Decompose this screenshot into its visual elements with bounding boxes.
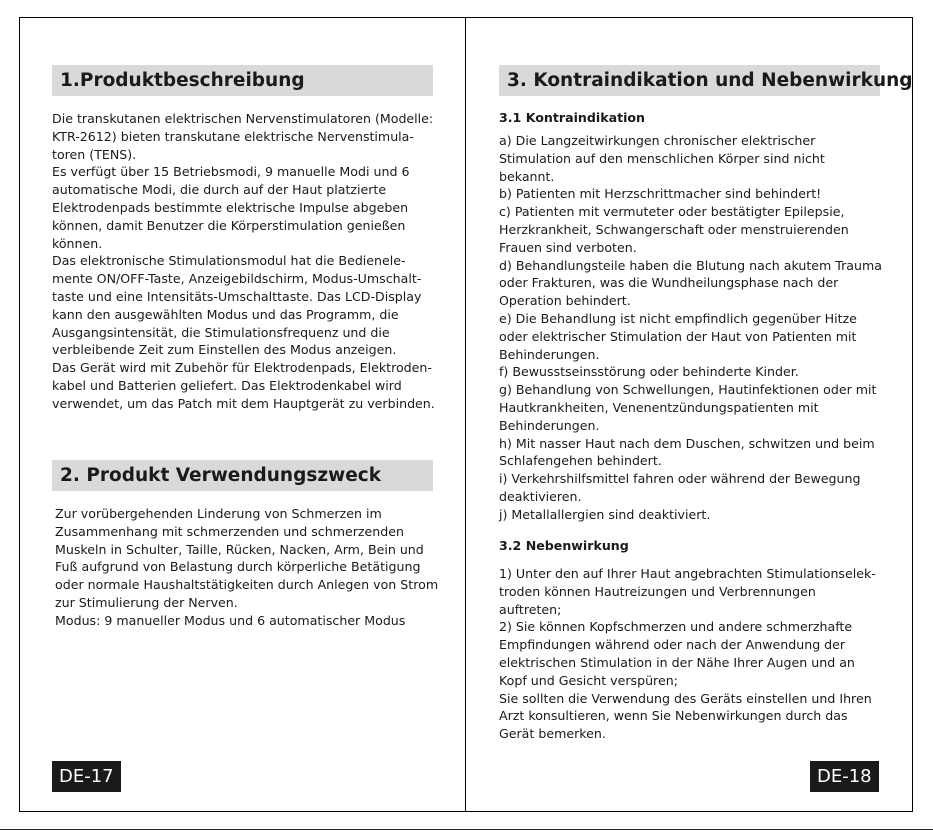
body-line: verwendet, um das Patch mit dem Hauptgerät zu verbinden. xyxy=(52,395,435,411)
body-line: f) Bewusstseinsstörung oder behinderte Kinder. xyxy=(499,364,799,380)
body-line: Behinderungen. xyxy=(499,346,600,362)
body-line: a) Die Langzeitwirkungen chronischer elektrischer xyxy=(499,133,816,148)
body-line: bekannt. xyxy=(499,168,555,184)
body-line: Zur vorübergehenden Linderung von Schmerzen im xyxy=(55,506,382,521)
body-line: Herzkrankheit, Schwangerschaft oder menstruierenden xyxy=(499,221,849,237)
body-line: 1) Unter den auf Ihrer Haut angebrachten Stimulationselek- xyxy=(499,566,876,581)
subsection-3-1-body xyxy=(499,132,882,524)
body-line: Zusammenhang mit schmerzenden und schmerzenden xyxy=(55,523,404,539)
body-line: Die transkutanen elektrischen Nervenstimulatoren (Modelle: xyxy=(52,111,434,126)
body-line: taste und eine Intensitäts-Umschalttaste. Das LCD-Display xyxy=(52,288,422,304)
subsection-3-2-body xyxy=(499,565,876,743)
body-line: Sie sollten die Verwendung des Geräts einstellen und Ihren xyxy=(499,690,872,706)
body-line: c) Patienten mit vermuteter oder bestätigter Epilepsie, xyxy=(499,204,845,220)
body-line: kann den ausgewählten Modus und das Programm, die xyxy=(52,306,399,322)
bottom-rule xyxy=(0,829,933,830)
body-line: b) Patienten mit Herzschrittmacher sind behindert! xyxy=(499,186,822,202)
body-line: auftreten; xyxy=(499,601,562,617)
page-number-right: DE-18 xyxy=(810,761,879,792)
body-line: verbleibende Zeit zum Einstellen des Modus anzeigen. xyxy=(52,342,397,358)
section2-heading: 2. Produkt Verwendungszweck xyxy=(52,460,433,491)
body-line: KTR-2612) bieten transkutane elektrische Nervenstimula- xyxy=(52,128,414,144)
body-line: d) Behandlungsteile haben die Blutung nach akutem Trauma xyxy=(499,257,882,273)
body-line: oder elektrischer Stimulation der Haut von Patienten mit xyxy=(499,328,857,344)
body-line: 2) Sie können Kopfschmerzen und andere schmerzhafte xyxy=(499,619,853,635)
body-line: i) Verkehrshilfsmittel fahren oder während der Bewegung xyxy=(499,471,861,487)
subsection-3-1-title: 3.1 Kontraindikation xyxy=(499,110,646,125)
body-line: Modus: 9 manueller Modus und 6 automatischer Modus xyxy=(55,612,406,628)
body-line: Ausgangsintensität, die Stimulationsfrequenz und die xyxy=(52,324,390,340)
body-line: oder normale Haushaltstätigkeiten durch Anlegen von Strom xyxy=(55,577,439,593)
body-line: h) Mit nasser Haut nach dem Duschen, schwitzen und beim xyxy=(499,435,875,451)
body-line: können. xyxy=(52,235,103,251)
body-line: Es verfügt über 15 Betriebsmodi, 9 manuelle Modi und 6 xyxy=(52,164,410,180)
body-line: oder Frakturen, was die Wundheilungsphase nach der xyxy=(499,275,839,291)
body-line: Muskeln in Schulter, Taille, Rücken, Nacken, Arm, Bein und xyxy=(55,541,424,557)
body-line: Stimulation auf den menschlichen Körper sind nicht xyxy=(499,150,825,166)
body-line: automatische Modi, die durch auf der Haut platzierte xyxy=(52,182,387,198)
body-line: g) Behandlung von Schwellungen, Hautinfektionen oder mit xyxy=(499,382,877,398)
page-divider xyxy=(465,17,466,812)
body-line: Frauen sind verboten. xyxy=(499,239,637,255)
body-line: Das elektronische Stimulationsmodul hat die Bedienele- xyxy=(52,253,406,269)
body-line: Kopf und Gesicht verspüren; xyxy=(499,672,678,688)
body-line: Operation behindert. xyxy=(499,293,631,309)
section1-heading: 1.Produktbeschreibung xyxy=(52,65,433,96)
body-line: Hautkrankheiten, Venenentzündungspatienten mit xyxy=(499,399,819,415)
subsection-3-2-title: 3.2 Nebenwirkung xyxy=(499,538,629,553)
body-line: deaktivieren. xyxy=(499,488,582,504)
body-line: Empfindungen während oder nach der Anwendung der xyxy=(499,637,846,653)
body-line: Elektrodenpads bestimmte elektrische Impulse abgeben xyxy=(52,199,409,215)
body-line: Gerät bemerken. xyxy=(499,726,606,742)
section1-body xyxy=(52,110,435,413)
section3-heading: 3. Kontraindikation und Nebenwirkung xyxy=(499,65,880,96)
body-line: kabel und Batterien geliefert. Das Elektrodenkabel wird xyxy=(52,377,402,393)
body-line: mente ON/OFF-Taste, Anzeigebildschirm, Modus-Umschalt- xyxy=(52,271,422,287)
body-line: Arzt konsultieren, wenn Sie Nebenwirkungen durch das xyxy=(499,708,848,724)
body-line: Fuß aufgrund von Belastung durch körperliche Betätigung xyxy=(55,559,421,575)
section2-body xyxy=(55,505,438,630)
body-line: troden können Hautreizungen und Verbrennungen xyxy=(499,583,816,599)
page-number-left: DE-17 xyxy=(52,761,121,792)
body-line: toren (TENS). xyxy=(52,146,137,162)
body-line: Behinderungen. xyxy=(499,417,600,433)
body-line: elektrischen Stimulation in der Nähe Ihrer Augen und an xyxy=(499,654,855,670)
body-line: zur Stimulierung der Nerven. xyxy=(55,594,238,610)
body-line: Schlafengehen behindert. xyxy=(499,453,662,469)
body-line: Das Gerät wird mit Zubehör für Elektrodenpads, Elektroden- xyxy=(52,360,432,376)
body-line: e) Die Behandlung ist nicht empfindlich gegenüber Hitze xyxy=(499,310,857,326)
body-line: j) Metallallergien sind deaktiviert. xyxy=(499,506,711,522)
body-line: können, damit Benutzer die Körperstimulation genießen xyxy=(52,217,406,233)
